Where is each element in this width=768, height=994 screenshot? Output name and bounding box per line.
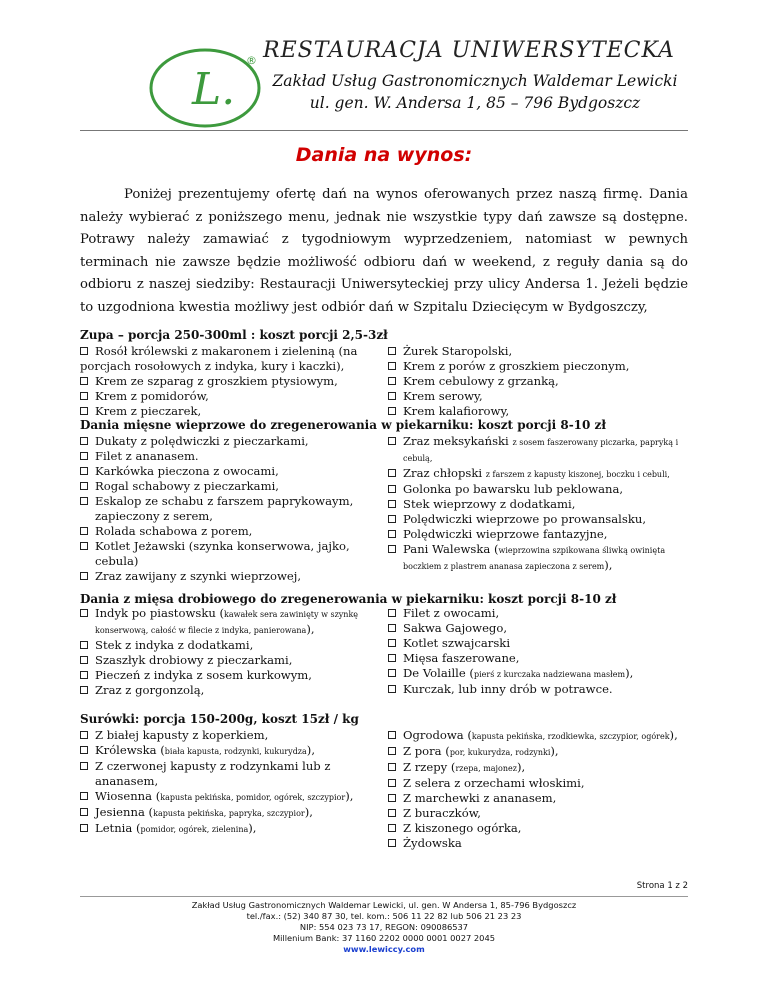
checkbox-icon [388,515,396,523]
checkbox-icon [388,500,396,508]
soups-heading: Zupa – porcja 250-300ml : koszt porcji 2,5-3zł [80,328,388,342]
checkbox-icon [388,437,396,445]
list-item: Karkówka pieczona z owocami, [80,464,370,479]
list-item: Wiosenna (kapusta pekińska, pomidor, ogórek, szczypior), [80,789,370,805]
checkbox-icon [80,497,88,505]
list-item: Krem cebulowy z grzanką, [388,374,688,389]
footer-divider [80,896,688,897]
poultry-heading: Dania z mięsa drobiowego do zregenerowania w piekarniku: koszt porcji 8-10 zł [80,592,617,606]
checkbox-icon [80,482,88,490]
checkbox-icon [388,485,396,493]
checkbox-icon [388,731,396,739]
list-item: Kurczak, lub inny drób w potrawce. [388,682,688,697]
list-item: Zraz z gorgonzolą, [80,683,370,698]
soups-right-list [388,344,688,419]
website-link[interactable]: www.lewiccy.com [343,944,425,954]
list-item: Krem ze szparag z groszkiem ptysiowym, [80,374,370,389]
list-item: Kotlet Jeżawski (szynka konserwowa, jajko, cebula) [80,539,370,569]
logo-letter: L. [192,64,236,115]
list-item: Ogrodowa (kapusta pekińska, rzodkiewka, szczypior, ogórek), [388,728,688,744]
list-item: Żydowska [388,836,688,851]
checkbox-icon [388,362,396,370]
checkbox-icon [388,809,396,817]
checkbox-icon [80,347,88,355]
list-item: Golonka po bawarsku lub peklowana, [388,482,688,497]
restaurant-title: RESTAURACJA UNIWERSYTECKA [263,38,675,63]
list-item: Polędwiczki wieprzowe fantazyjne, [388,527,688,542]
checkbox-icon [80,572,88,580]
company-address: ul. gen. W. Andersa 1, 85 – 796 Bydgoszcz [309,94,641,112]
list-item: De Volaille (pierś z kurczaka nadziewana masłem), [388,666,688,682]
checkbox-icon [80,392,88,400]
list-item: Krem z pieczarek, [80,404,370,419]
checkbox-icon [388,530,396,538]
checkbox-icon [388,779,396,787]
list-item: Pani Walewska (wieprzowina szpikowana śliwką owinięta boczkiem z plastrem ananasa zapieczona z serem), [388,542,688,574]
checkbox-icon [80,792,88,800]
list-item: Filet z ananasem. [80,449,370,464]
salads-heading: Surówki: porcja 150-200g, koszt 15zł / kg [80,712,359,726]
checkbox-icon [388,824,396,832]
list-item: Filet z owocami, [388,606,688,621]
checkbox-icon [80,656,88,664]
checkbox-icon [80,824,88,832]
checkbox-icon [388,685,396,693]
footer-address: Zakład Usług Gastronomicznych Waldemar Lewicki, ul. gen. W Andersa 1, 85-796 Bydgoszcz [191,900,577,910]
list-item: Eskalop ze schabu z farszem paprykowaym, zapieczony z serem, [80,494,370,524]
list-item: Dukaty z polędwiczki z pieczarkami, [80,434,370,449]
list-item: Mięsa faszerowane, [388,651,688,666]
checkbox-icon [388,624,396,632]
checkbox-icon [80,407,88,415]
checkbox-icon [388,654,396,662]
list-item: Kotlet szwajcarski [388,636,688,651]
checkbox-icon [388,794,396,802]
list-item: Polędwiczki wieprzowe po prowansalsku, [388,512,688,527]
list-item: Pieczeń z indyka z sosem kurkowym, [80,668,370,683]
list-item: Stek z indyka z dodatkami, [80,638,370,653]
checkbox-icon [388,545,396,553]
checkbox-icon [80,377,88,385]
list-item: Indyk po piastowsku (kawałek sera zawinięty w szynkę konserwową, całość w filecie z indyka, panierowana), [80,606,370,638]
checkbox-icon [80,437,88,445]
footer-bank: Millenium Bank: 37 1160 2202 0000 0001 0027 2045 [272,933,496,943]
list-item: Letnia (pomidor, ogórek, zielenina), [80,821,370,837]
checkbox-icon [80,686,88,694]
list-item: Rogal schabowy z pieczarkami, [80,479,370,494]
checkbox-icon [80,527,88,535]
list-item: Z białej kapusty z koperkiem, [80,728,370,743]
list-item: Żurek Staropolski, [388,344,688,359]
checkbox-icon [388,392,396,400]
checkbox-icon [80,467,88,475]
list-item: Królewska (biała kapusta, rodzynki, kukurydza), [80,743,370,759]
checkbox-icon [388,407,396,415]
list-item: Z rzepy (rzepa, majonez), [388,760,688,776]
list-item: Jesienna (kapusta pekińska, papryka, szczypior), [80,805,370,821]
restaurant-logo [148,42,266,130]
list-item: Zraz chłopski z farszem z kapusty kiszonej, boczku i cebuli, [388,466,688,482]
checkbox-icon [388,347,396,355]
footer-phone: tel./fax.: (52) 340 87 30, tel. kom.: 506 11 22 82 lub 506 21 23 23 [246,911,522,921]
list-item: Krem z pomidorów, [80,389,370,404]
list-item: Szaszłyk drobiowy z pieczarkami, [80,653,370,668]
list-item: Krem kalafiorowy, [388,404,688,419]
checkbox-icon [80,542,88,550]
intro-paragraph: Poniżej prezentujemy ofertę dań na wynos oferowanych przez naszą firmę. Dania należy wybierać z poniższego menu, jednak nie wszystkie typy dań zawsze są dostępne. Potrawy należy zamawiać z tygodniowym wyprzedzeniem, natomiast w pewnych terminach nie zawsze będzie możliwość odbioru dań w weekend, z reguły dania są do odbioru z naszej siedziby: Restauracji Uniwersyteckiej przy ulicy Andersa 1. Jeżeli będzie to uzgodniona kwestia możliwy jest odbiór dań w Szpitalu Dziecięcym w Bydgoszczy, [80,187,688,315]
checkbox-icon [388,669,396,677]
header-divider [80,130,688,131]
checkbox-icon [80,746,88,754]
poultry-left-list [80,606,370,698]
list-item: Z selera z orzechami włoskimi, [388,776,688,791]
registered-mark: ® [246,54,257,67]
list-item: Krem z porów z groszkiem pieczonym, [388,359,688,374]
checkbox-icon [80,641,88,649]
soups-left-list [80,344,370,419]
salads-right-list [388,728,688,851]
checkbox-icon [80,731,88,739]
checkbox-icon [388,763,396,771]
checkbox-icon [80,452,88,460]
footer-tax-ids: NIP: 554 023 73 17, REGON: 090086537 [299,922,469,932]
company-name: Zakład Usług Gastronomicznych Waldemar Lewicki [272,72,678,90]
salads-left-list [80,728,370,837]
checkbox-icon [80,762,88,770]
list-item: Rolada schabowa z porem, [80,524,370,539]
checkbox-icon [388,747,396,755]
list-item: Z czerwonej kapusty z rodzynkami lub z ananasem, [80,759,370,789]
checkbox-icon [388,639,396,647]
page-number: Strona 1 z 2 [636,881,688,891]
list-item: Z marchewki z ananasem, [388,791,688,806]
checkbox-icon [388,609,396,617]
list-item: Z kiszonego ogórka, [388,821,688,836]
poultry-right-list [388,606,688,697]
list-item: Z pora (por, kukurydza, rodzynki), [388,744,688,760]
list-item: Zraz zawijany z szynki wieprzowej, [80,569,370,584]
section-title: Dania na wynos: [295,144,473,166]
company-info [270,70,680,114]
checkbox-icon [80,671,88,679]
list-item: Krem serowy, [388,389,688,404]
checkbox-icon [80,609,88,617]
list-item: Stek wieprzowy z dodatkami, [388,497,688,512]
checkbox-icon [388,469,396,477]
footer [80,900,688,955]
checkbox-icon [388,839,396,847]
list-item: Sakwa Gajowego, [388,621,688,636]
pork-heading: Dania mięsne wieprzowe do zregenerowania w piekarniku: koszt porcji 8-10 zł [80,418,606,432]
list-item: Rosół królewski z makaronem i zieleniną (na porcjach rosołowych z indyka, kury i kaczki), [80,344,358,373]
checkbox-icon [388,377,396,385]
pork-right-list [388,434,688,574]
list-item: Zraz meksykański z sosem faszerowany piczarka, papryką i cebulą, [388,434,688,466]
checkbox-icon [80,808,88,816]
list-item: Z buraczków, [388,806,688,821]
pork-left-list [80,434,370,584]
